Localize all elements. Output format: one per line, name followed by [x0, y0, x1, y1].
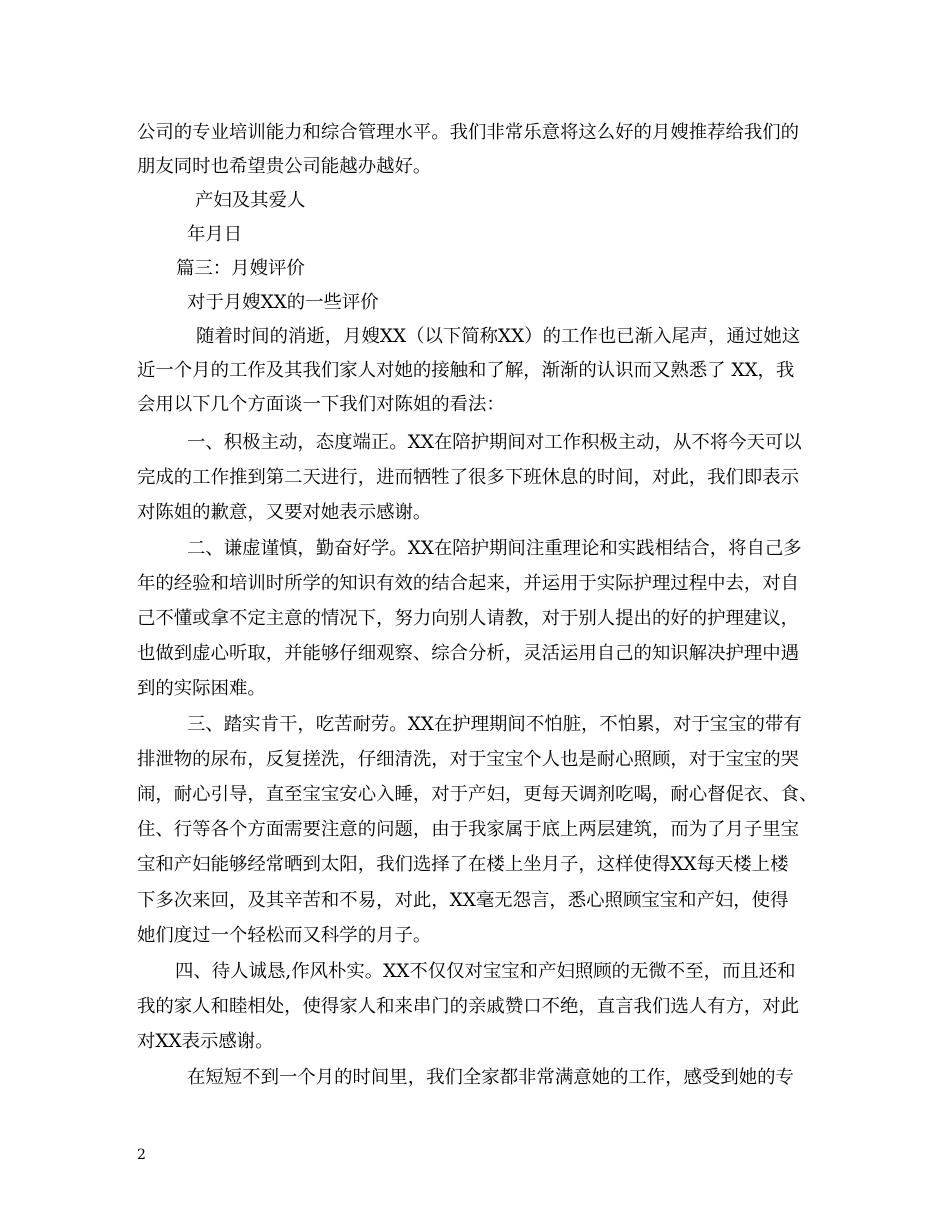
body-text-line: 二、谦虚谨慎，勤奋好学。XX在陪护期间注重理论和实践相结合，将自己多 — [187, 538, 802, 559]
body-text-line: 在短短不到一个月的时间里，我们全家都非常满意她的工作，感受到她的专 — [187, 1067, 794, 1088]
body-text-line: 她们度过一个轻松而又科学的月子。 — [137, 925, 432, 946]
body-text-line: 朋友同时也希望贵公司能越办越好。 — [137, 156, 432, 177]
body-text-line: 会用以下几个方面谈一下我们对陈姐的看法： — [137, 394, 505, 415]
body-text-line: 己不懂或拿不定主意的情况下，努力向别人请教，对于别人提出的好的护理建议， — [137, 608, 800, 629]
section-heading: 篇三：月嫂评价 — [176, 258, 305, 279]
body-text-line: 年的经验和培训时所学的知识有效的结合起来，并运用于实际护理过程中去，对自 — [137, 573, 800, 594]
date-line: 年月日 — [187, 224, 243, 245]
body-text-line: 排泄物的尿布，反复搓洗，仔细清洗，对于宝宝个人也是耐心照顾，对于宝宝的哭 — [137, 749, 800, 770]
signature-line: 产妇及其爱人 — [195, 190, 306, 211]
page-number: 2 — [137, 1147, 146, 1163]
body-text-line: 对XX表示感谢。 — [137, 1031, 274, 1052]
body-text-line: 三、踏实肯干，吃苦耐劳。XX在护理期间不怕脏，不怕累，对于宝宝的带有 — [187, 714, 802, 735]
body-text-line: 我的家人和睦相处，使得家人和来串门的亲戚赞口不绝，直言我们选人有方，对此 — [137, 996, 800, 1017]
subheading: 对于月嫂XX的一些评价 — [187, 292, 379, 313]
body-text-line: 下多次来回，及其辛苦和不易，对此，XX毫无怨言，悉心照顾宝宝和产妇，使得 — [137, 890, 789, 911]
body-text-line: 近一个月的工作及其我们家人对她的接触和了解，渐渐的认识而又熟悉了 XX，我 — [137, 360, 795, 381]
body-text-line: 完成的工作推到第二天进行，进而牺牲了很多下班休息的时间，对此，我们即表示 — [137, 467, 800, 488]
body-text-line: 住、行等各个方面需要注意的问题，由于我家属于底上两层建筑，而为了月子里宝 — [137, 819, 800, 840]
body-text-line: 闹，耐心引导，直至宝宝安心入睡，对于产妇，更每天调剂吃喝，耐心督促衣、食、 — [137, 784, 818, 805]
body-text-line: 一、积极主动，态度端正。XX在陪护期间对工作积极主动，从不将今天可以 — [187, 432, 802, 453]
body-text-line: 公司的专业培训能力和综合管理水平。我们非常乐意将这么好的月嫂推荐给我们的 — [137, 122, 800, 143]
body-text-line: 四、待人诚恳,作风朴实。XX不仅仅对宝宝和产妇照顾的无微不至，而且还和 — [175, 961, 796, 982]
body-text-line: 到的实际困难。 — [137, 678, 266, 699]
body-text-line: 宝和产妇能够经常晒到太阳，我们选择了在楼上坐月子，这样使得XX每天楼上楼 — [137, 854, 789, 875]
body-text-line: 也做到虚心听取，并能够仔细观察、综合分析，灵活运用自己的知识解决护理中遇 — [137, 643, 800, 664]
body-text-line: 对陈姐的歉意，又要对她表示感谢。 — [137, 502, 432, 523]
body-text-line: 随着时间的消逝，月嫂XX（以下简称XX）的工作也已渐入尾声，通过她这 — [196, 326, 801, 347]
